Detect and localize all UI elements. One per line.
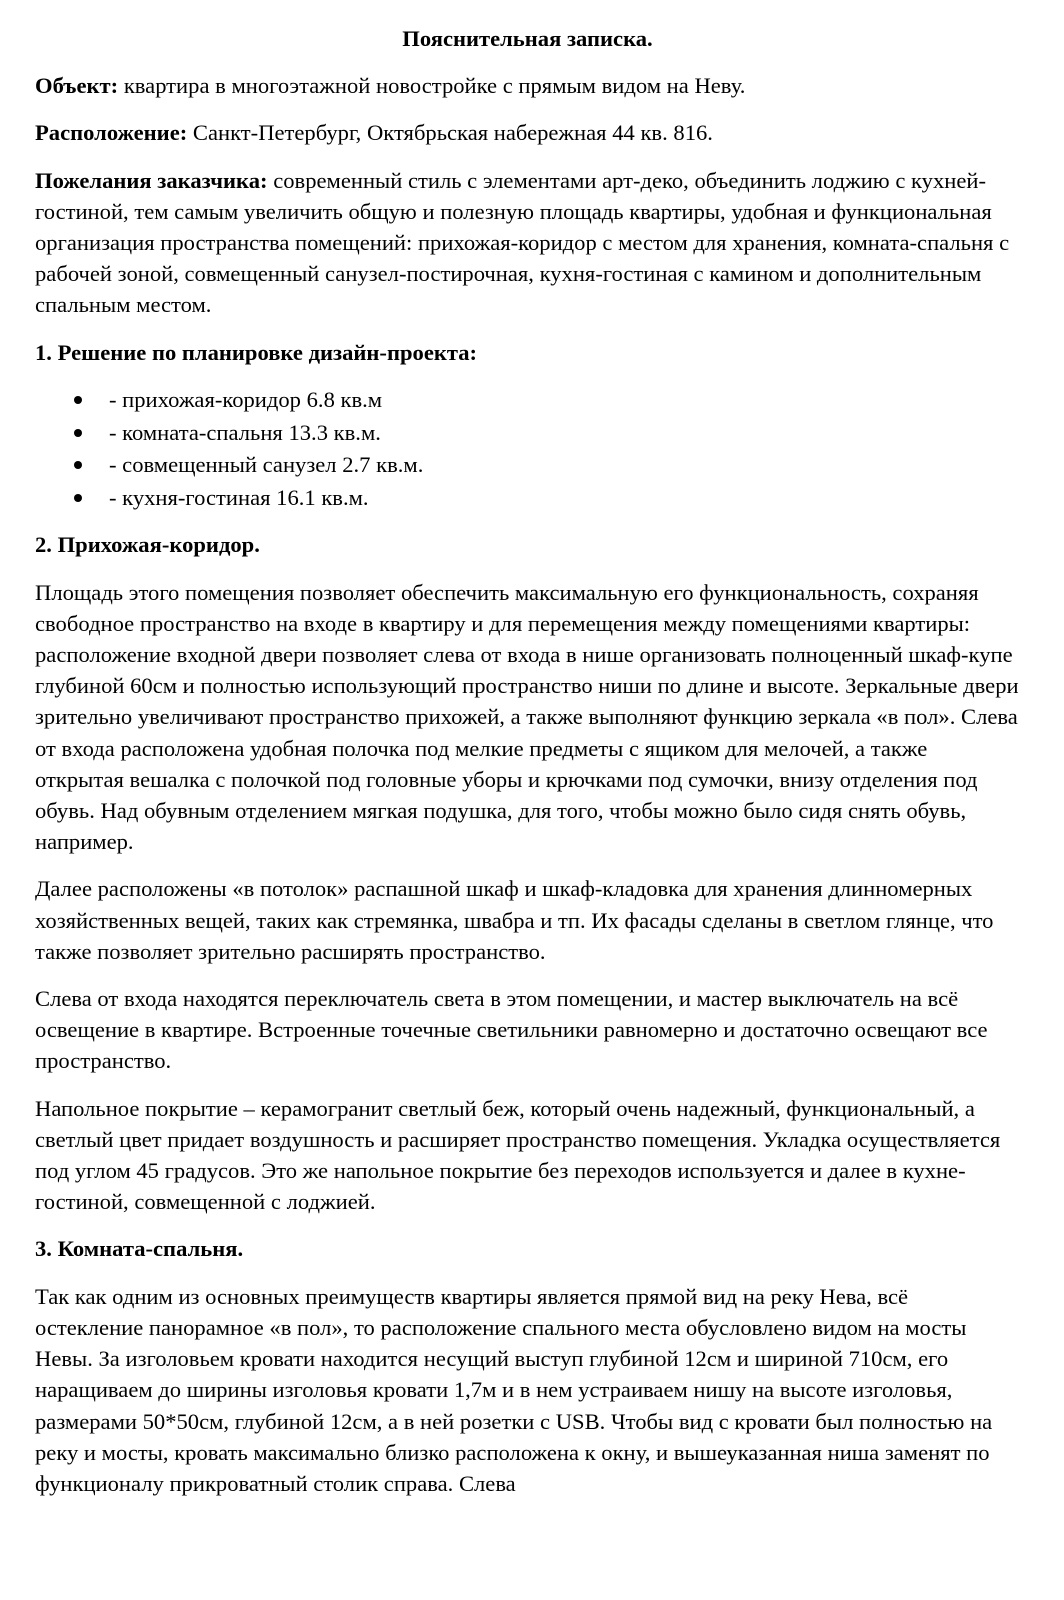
section-2-heading: 2. Прихожая-коридор. xyxy=(35,532,260,558)
wishes-paragraph xyxy=(35,165,1020,321)
section-2-paragraph: Напольное покрытие – керамогранит светлый беж, который очень надежный, функциональный, а светлый цвет придает воздушность и расширяет пространство помещения. Укладка осуществляется под углом 45 градусов. Это же напольное покрытие без переходов используется и далее в кухне-гостиной, совмещенной с лоджией. xyxy=(35,1095,1001,1215)
section-3-heading: 3. Комната-спальня. xyxy=(35,1236,244,1262)
location-text: Санкт-Петербург, Октябрьская набережная 44 кв. 816. xyxy=(192,120,713,146)
list-item xyxy=(35,417,1020,448)
wishes-label: Пожелания заказчика: xyxy=(35,167,268,193)
section-2-paragraph: Площадь этого помещения позволяет обеспечить максимальную его функциональность, сохраняя свободное пространство на входе в квартиру и для перемещения между помещениями квартиры: расположение входной двери позволяет слева от входа в нише организовать полноценный шкаф-купе глубиной 60см и полностью использующий пространство ниши по длине и высоте. Зеркальные двери зрительно увеличивают пространство прихожей, а также выполняют функцию зеркала «в пол». Слева от входа расположена удобная полочка под мелкие предметы с ящиком для мелочей, а также открытая вешалка с полочкой под головные уборы и крючками под сумочки, внизу отделения под обувь. Над обувным отделением мягкая подушка, для того, чтобы можно было сидя снять обувь, например. xyxy=(35,579,1019,855)
section-2-paragraph: Слева от входа находятся переключатель света в этом помещении, и мастер выключатель на всё освещение в квартире. Встроенные точечные светильники равномерно и достаточно освещают все пространство. xyxy=(35,986,988,1074)
location-label: Расположение: xyxy=(35,120,188,146)
list-item-text: - кухня-гостиная 16.1 кв.м. xyxy=(109,485,369,511)
list-item xyxy=(35,482,1020,513)
object-paragraph xyxy=(35,70,1020,101)
list-item xyxy=(35,449,1020,480)
list-item-text: - комната-спальня 13.3 кв.м. xyxy=(109,419,381,445)
document-title: Пояснительная записка. xyxy=(402,26,653,51)
bullet-icon xyxy=(74,396,82,404)
room-area-list xyxy=(35,384,1020,514)
list-item xyxy=(35,384,1020,415)
object-label: Объект: xyxy=(35,73,119,99)
section-1-heading: 1. Решение по планировке дизайн-проекта: xyxy=(35,339,478,365)
location-paragraph xyxy=(35,117,1020,148)
object-text: квартира в многоэтажной новостройке с прямым видом на Неву. xyxy=(123,73,746,99)
list-item-text: - совмещенный санузел 2.7 кв.м. xyxy=(109,452,424,478)
bullet-icon xyxy=(74,494,82,502)
bullet-icon xyxy=(74,461,82,469)
bullet-icon xyxy=(74,429,82,437)
section-2-paragraph: Далее расположены «в потолок» распашной шкаф и шкаф-кладовка для хранения длинномерных хозяйственных вещей, таких как стремянка, швабра и тп. Их фасады сделаны в светлом глянце, что также позволяет зрительно расширять пространство. xyxy=(35,876,994,964)
list-item-text: - прихожая-коридор 6.8 кв.м xyxy=(109,386,383,412)
section-3-paragraph: Так как одним из основных преимуществ квартиры является прямой вид на реку Нева, всё остекление панорамное «в пол», то расположение спального места обусловлено видом на мосты Невы. За изголовьем кровати находится несущий выступ глубиной 12см и шириной 710см, его наращиваем до ширины изголовья кровати 1,7м и в нем устраиваем нишу на высоте изголовья, размерами 50*50см, глубиной 12см, а в ней розетки с USB. Чтобы вид с кровати был полностью на реку и мосты, кровать максимально близко расположена к окну, и вышеуказанная ниша заменят по функционалу прикроватный столик справа. Слева xyxy=(35,1283,993,1496)
wishes-text: современный стиль с элементами арт-деко, объединить лоджию с кухней-гостиной, тем самым увеличить общую и полезную площадь квартиры, удобная и функциональная организация пространства помещений: прихожая-коридор с местом для хранения, комната-спальня с рабочей зоной, совмещенный санузел-постирочная, кухня-гостиная с камином и дополнительным спальным местом. xyxy=(35,167,1010,318)
